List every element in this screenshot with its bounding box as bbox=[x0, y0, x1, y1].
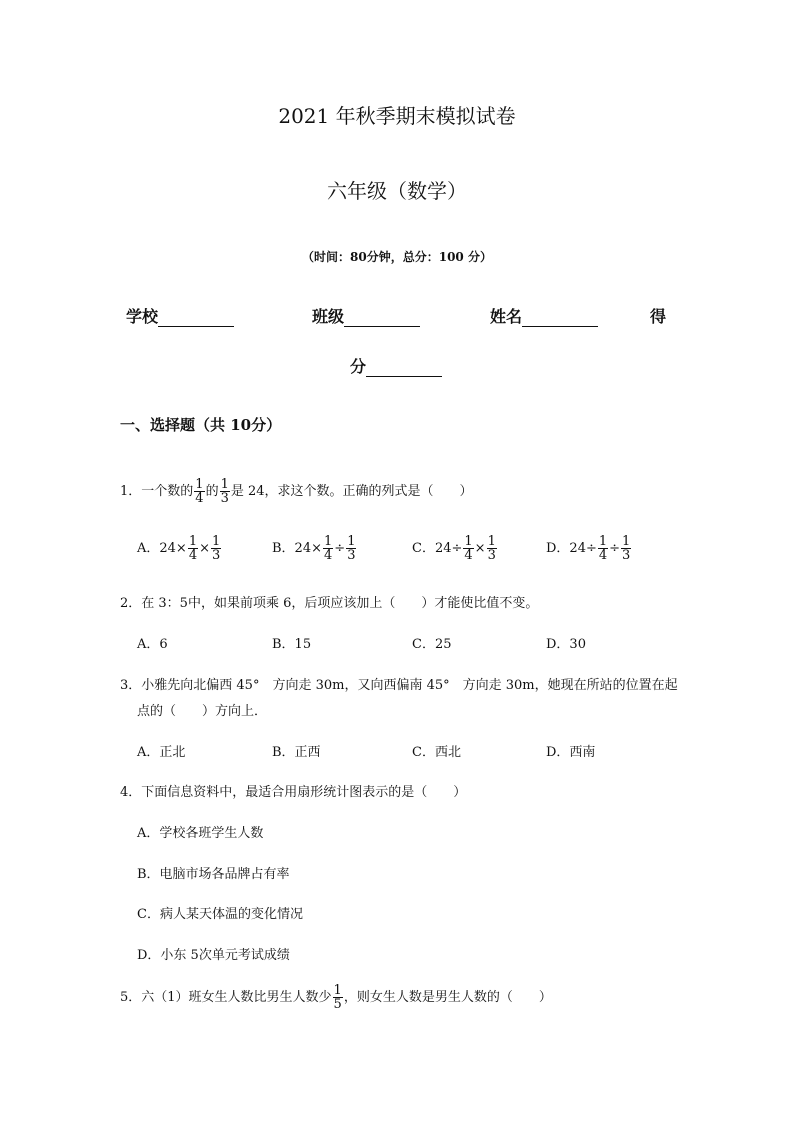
q1-suffix: 是 24，求这个数。正确的列式是（ ） bbox=[230, 484, 473, 499]
denominator: 3 bbox=[347, 548, 356, 563]
exam-title: 2021 年秋季期末模拟试卷 bbox=[278, 104, 516, 128]
class-label: 班级 bbox=[312, 307, 345, 326]
q3-option-c[interactable]: C．西北 bbox=[412, 745, 461, 760]
q4-option-c[interactable]: C．病人某天体温的变化情况 bbox=[137, 907, 303, 922]
q2-option-a[interactable]: A．6 bbox=[137, 637, 168, 652]
denominator: 4 bbox=[464, 548, 473, 563]
fraction-one-third bbox=[346, 535, 356, 562]
operator: × bbox=[474, 541, 486, 556]
q1-option-d[interactable] bbox=[546, 535, 632, 562]
question-4: 4．下面信息资料中，最适合用扇形统计图表示的是（ ） bbox=[120, 785, 467, 800]
numerator: 1 bbox=[220, 477, 229, 492]
name-label: 姓名 bbox=[490, 307, 523, 326]
fraction-one-third bbox=[621, 535, 631, 562]
q5-suffix: ，则女生人数是男生人数的（ ） bbox=[343, 990, 552, 1005]
school-blank bbox=[158, 310, 234, 327]
name-field bbox=[490, 304, 598, 327]
class-blank bbox=[344, 310, 420, 327]
fraction-one-fifth bbox=[333, 984, 343, 1011]
denominator: 3 bbox=[622, 548, 631, 563]
fraction-one-quarter bbox=[323, 535, 333, 562]
denominator: 3 bbox=[487, 548, 496, 563]
option-label: D．24÷ bbox=[546, 541, 597, 556]
q1-option-c[interactable] bbox=[412, 535, 498, 562]
option-label: C．24÷ bbox=[412, 541, 463, 556]
denominator: 3 bbox=[212, 548, 221, 563]
numerator: 1 bbox=[188, 534, 198, 549]
q5-prefix: 5．六（1）班女生人数比男生人数少 bbox=[120, 990, 332, 1005]
q1-option-a[interactable] bbox=[137, 535, 222, 562]
denominator: 4 bbox=[324, 548, 333, 563]
q1-option-b[interactable] bbox=[272, 535, 357, 562]
numerator: 1 bbox=[622, 534, 631, 549]
fraction-one-quarter bbox=[463, 535, 473, 562]
operator: ÷ bbox=[609, 541, 621, 556]
score-blank bbox=[366, 360, 442, 377]
numerator: 1 bbox=[333, 983, 342, 998]
q2-option-b[interactable]: B．15 bbox=[272, 637, 312, 652]
school-label: 学校 bbox=[126, 307, 159, 326]
question-1 bbox=[120, 478, 473, 505]
class-field bbox=[312, 304, 420, 327]
fraction-one-third bbox=[211, 535, 221, 562]
option-label: B．24× bbox=[272, 541, 322, 556]
denominator: 4 bbox=[598, 548, 608, 563]
name-blank bbox=[522, 310, 598, 327]
q3-option-b[interactable]: B．正西 bbox=[272, 745, 321, 760]
denominator: 4 bbox=[188, 548, 198, 563]
denominator: 3 bbox=[220, 491, 229, 506]
q2-option-c[interactable]: C．25 bbox=[412, 637, 452, 652]
numerator: 1 bbox=[347, 534, 356, 549]
option-label: A．24× bbox=[137, 541, 187, 556]
operator: × bbox=[199, 541, 211, 556]
question-3-line-1: 3．小雅先向北偏西 45° 方向走 30m，又向西偏南 45° 方向走 30m，她现在所站的位置在起 bbox=[120, 678, 678, 693]
fraction-one-quarter bbox=[194, 478, 204, 505]
q3-option-a[interactable]: A．正北 bbox=[137, 745, 186, 760]
q1-mid: 的 bbox=[205, 484, 219, 499]
fraction-one-third bbox=[487, 535, 497, 562]
question-5 bbox=[120, 984, 552, 1011]
score-label-part2: 分 bbox=[350, 357, 367, 376]
exam-subtitle: 六年级（数学） bbox=[327, 179, 467, 203]
numerator: 1 bbox=[598, 534, 608, 549]
fraction-one-third bbox=[220, 478, 230, 505]
q4-option-b[interactable]: B．电脑市场各品牌占有率 bbox=[137, 867, 290, 882]
q1-prefix: 1．一个数的 bbox=[120, 484, 194, 499]
numerator: 1 bbox=[212, 534, 221, 549]
denominator: 5 bbox=[333, 997, 342, 1012]
q3-option-d[interactable]: D．西南 bbox=[546, 745, 596, 760]
score-label-part1: 得 bbox=[650, 307, 667, 326]
school-field bbox=[126, 304, 234, 327]
numerator: 1 bbox=[487, 534, 496, 549]
q2-option-d[interactable]: D．30 bbox=[546, 637, 586, 652]
fraction-one-quarter bbox=[598, 535, 608, 562]
numerator: 1 bbox=[464, 534, 473, 549]
q4-option-a[interactable]: A．学校各班学生人数 bbox=[137, 826, 264, 841]
time-note: （时间：80分钟，总分：100 分） bbox=[302, 250, 492, 264]
question-2: 2．在 3：5中，如果前项乘 6，后项应该加上（ ）才能使比值不变。 bbox=[120, 596, 539, 611]
question-3-line-2: 点的（ ）方向上． bbox=[137, 704, 268, 719]
denominator: 4 bbox=[195, 491, 204, 506]
operator: ÷ bbox=[334, 541, 346, 556]
fraction-one-quarter bbox=[188, 535, 198, 562]
section-1-title: 一、选择题（共 10分） bbox=[120, 416, 282, 434]
numerator: 1 bbox=[195, 477, 204, 492]
score-field bbox=[350, 354, 442, 377]
numerator: 1 bbox=[324, 534, 333, 549]
q4-option-d[interactable]: D．小东 5次单元考试成绩 bbox=[137, 948, 290, 963]
